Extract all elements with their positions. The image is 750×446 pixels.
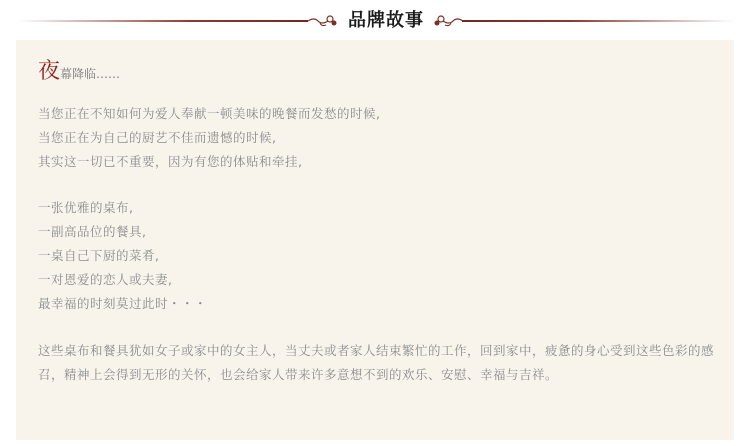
paragraph-line: 这些桌布和餐具犹如女子或家中的女主人，当丈夫或者家人结束繁忙的工作，回到家中，疲惫的身心受到这些色彩的感召，精神上会得到无形的关怀，也会给家人带来许多意想不到的欢乐、安慰、幸福与吉祥。 [38, 343, 715, 382]
paragraph-line: 一副高品位的餐具, [38, 224, 147, 239]
header-rule-right [462, 20, 734, 22]
paragraph-line: 当您正在不知如何为爱人奉献一顿美味的晚餐而发愁的时候, [38, 106, 381, 121]
story-paragraph-3 [38, 339, 728, 387]
intro-big-char: 夜 [38, 59, 61, 84]
scroll-ornament-right-icon [433, 11, 465, 31]
story-paragraph-2 [38, 196, 728, 316]
paragraph-line: 其实这一切已不重要，因为有您的体贴和牵挂, [38, 154, 303, 169]
intro-heading [38, 58, 120, 88]
paragraph-line: 一桌自己下厨的菜肴, [38, 248, 160, 263]
intro-rest: 幕降临…… [60, 67, 121, 81]
paragraph-line: 当您正在为自己的厨艺不佳而遗憾的时候, [38, 130, 277, 145]
story-paragraph-1 [38, 102, 728, 174]
scroll-ornament-left-icon [306, 11, 338, 31]
paragraph-line: 最幸福的时刻莫过此时・・・ [38, 296, 208, 311]
page-title: 品牌故事 [348, 10, 424, 31]
section-header [0, 0, 750, 40]
paragraph-line: 一张优雅的桌布, [38, 200, 134, 215]
header-rule-left [18, 20, 308, 22]
paragraph-line: 一对恩爱的恋人或夫妻, [38, 272, 173, 287]
